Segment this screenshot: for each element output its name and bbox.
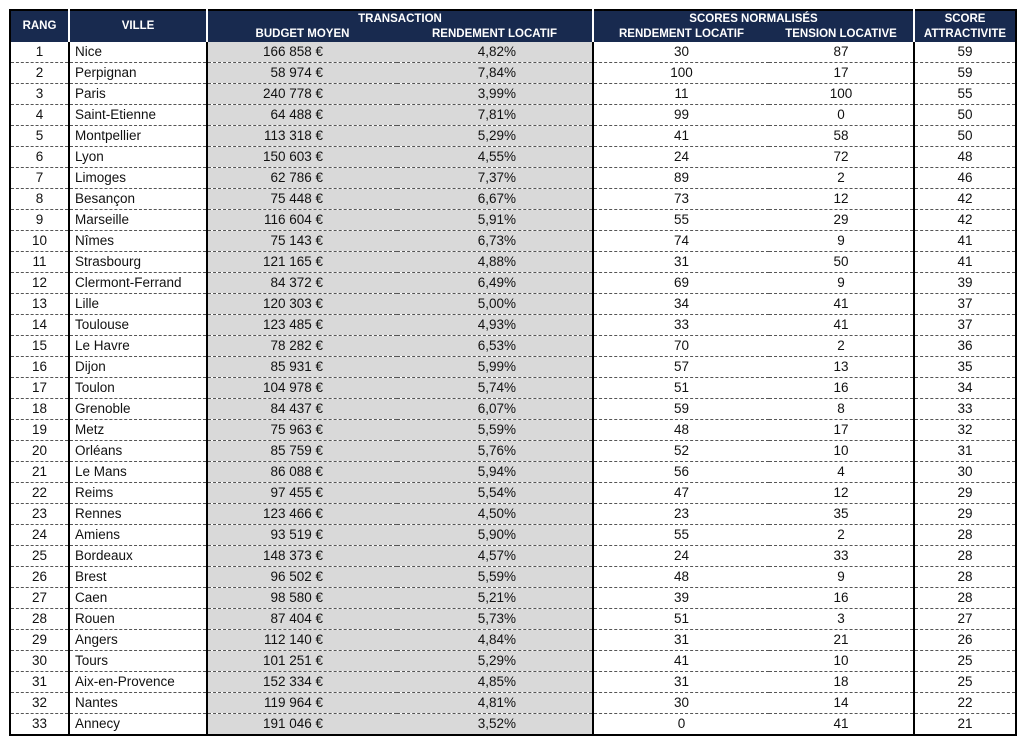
city-cell: Lille: [69, 294, 207, 315]
score-tension-cell: 17: [769, 420, 914, 441]
rendement-cell: 5,21%: [397, 588, 593, 609]
rank-cell: 11: [10, 252, 69, 273]
score-rendement-cell: 89: [593, 168, 769, 189]
rank-cell: 25: [10, 546, 69, 567]
score-rendement-cell: 55: [593, 210, 769, 231]
score-rendement-cell: 99: [593, 105, 769, 126]
table-row: [10, 504, 1016, 525]
score-attractivite-cell: 35: [914, 357, 1016, 378]
rendement-cell: 5,91%: [397, 210, 593, 231]
city-cell: Nîmes: [69, 231, 207, 252]
budget-cell: 148 373 €: [207, 546, 397, 567]
table-row: [10, 378, 1016, 399]
rank-cell: 9: [10, 210, 69, 231]
rank-cell: 28: [10, 609, 69, 630]
city-cell: Lyon: [69, 147, 207, 168]
table-row: [10, 441, 1016, 462]
rendement-cell: 5,73%: [397, 609, 593, 630]
score-tension-cell: 29: [769, 210, 914, 231]
rendement-cell: 6,07%: [397, 399, 593, 420]
budget-cell: 98 580 €: [207, 588, 397, 609]
rendement-cell: 6,73%: [397, 231, 593, 252]
budget-cell: 166 858 €: [207, 42, 397, 63]
table-row: [10, 147, 1016, 168]
rank-cell: 1: [10, 42, 69, 63]
score-attractivite-cell: 22: [914, 693, 1016, 714]
budget-cell: 240 778 €: [207, 84, 397, 105]
score-tension-cell: 14: [769, 693, 914, 714]
table-header: [10, 10, 1016, 42]
rank-cell: 33: [31, 716, 48, 731]
rank-cell: 32: [10, 693, 69, 714]
rendement-cell: 5,54%: [397, 483, 593, 504]
score-attractivite-cell: 25: [914, 651, 1016, 672]
table-row: [10, 189, 1016, 210]
score-tension-cell: 12: [769, 189, 914, 210]
rendement-cell: 4,82%: [397, 42, 593, 63]
city-cell: Brest: [69, 567, 207, 588]
budget-cell: 112 140 €: [207, 630, 397, 651]
header-rang: RANG: [10, 10, 69, 42]
rank-cell: 30: [10, 651, 69, 672]
score-tension-cell: 2: [769, 525, 914, 546]
rank-cell: 21: [10, 462, 69, 483]
score-attractivite-cell: 46: [914, 168, 1016, 189]
header-tension-locative: TENSION LOCATIVE: [769, 28, 914, 42]
rank-cell: 17: [10, 378, 69, 399]
score-attractivite-cell: 33: [914, 399, 1016, 420]
rendement-cell: 4,93%: [397, 315, 593, 336]
budget-cell: 116 604 €: [207, 210, 397, 231]
rank-cell: 12: [10, 273, 69, 294]
city-ranking-table: [9, 9, 1017, 736]
table-row: [10, 399, 1016, 420]
rendement-cell: 7,81%: [397, 105, 593, 126]
city-cell: Strasbourg: [69, 252, 207, 273]
rendement-cell: 7,37%: [397, 168, 593, 189]
budget-cell: 85 931 €: [207, 357, 397, 378]
budget-cell: 96 502 €: [207, 567, 397, 588]
score-attractivite-cell: 29: [914, 504, 1016, 525]
rendement-cell: 5,76%: [397, 441, 593, 462]
budget-cell: 84 372 €: [207, 273, 397, 294]
score-tension-cell: 12: [769, 483, 914, 504]
budget-cell: 119 964 €: [207, 693, 397, 714]
budget-cell: 64 488 €: [207, 105, 397, 126]
score-attractivite-cell: 37: [914, 294, 1016, 315]
header-budget-moyen: BUDGET MOYEN: [207, 28, 397, 42]
score-tension-cell: 4: [769, 462, 914, 483]
score-attractivite-cell: 48: [914, 147, 1016, 168]
score-rendement-cell: 31: [593, 672, 769, 693]
rendement-cell: 5,94%: [397, 462, 593, 483]
budget-cell: 121 165 €: [207, 252, 397, 273]
score-attractivite-cell: 32: [914, 420, 1016, 441]
budget-cell: 113 318 €: [207, 126, 397, 147]
rendement-cell: 4,50%: [397, 504, 593, 525]
score-rendement-cell: 70: [593, 336, 769, 357]
table-row: [10, 126, 1016, 147]
score-rendement-cell: 31: [593, 630, 769, 651]
table-row: [10, 252, 1016, 273]
table-row: [10, 714, 1016, 736]
header-ville: VILLE: [69, 10, 207, 42]
table-row: [10, 42, 1016, 63]
score-attractivite-cell: 41: [914, 252, 1016, 273]
score-attractivite-cell: 41: [914, 231, 1016, 252]
score-tension-cell: 41: [833, 716, 849, 731]
city-cell: Tours: [69, 651, 207, 672]
score-rendement-cell: 30: [593, 42, 769, 63]
score-rendement-cell: 23: [593, 504, 769, 525]
score-attractivite-cell: 55: [914, 84, 1016, 105]
city-cell: Amiens: [69, 525, 207, 546]
score-attractivite-cell: 21: [914, 714, 1016, 736]
table-row: [10, 462, 1016, 483]
table-row: [10, 273, 1016, 294]
score-tension-cell: 16: [769, 588, 914, 609]
header-transaction: TRANSACTION: [207, 10, 593, 28]
rank-cell: 13: [10, 294, 69, 315]
table-row: [10, 588, 1016, 609]
rank-cell: 4: [10, 105, 69, 126]
score-attractivite-cell: 50: [914, 126, 1016, 147]
score-rendement-cell: 73: [593, 189, 769, 210]
table-row: [10, 525, 1016, 546]
score-rendement-cell: 51: [593, 609, 769, 630]
city-cell: Metz: [69, 420, 207, 441]
city-cell: Perpignan: [69, 63, 207, 84]
city-cell: Aix-en-Provence: [69, 672, 207, 693]
budget-cell: 84 437 €: [207, 399, 397, 420]
score-tension-cell: 33: [769, 546, 914, 567]
score-attractivite-cell: 25: [914, 672, 1016, 693]
rendement-cell: 4,55%: [397, 147, 593, 168]
rank-cell: 6: [10, 147, 69, 168]
score-attractivite-cell: 36: [914, 336, 1016, 357]
score-rendement-cell: 69: [593, 273, 769, 294]
city-cell: Reims: [69, 483, 207, 504]
budget-cell: 191 046 €: [207, 714, 397, 736]
rendement-cell: 6,67%: [397, 189, 593, 210]
score-tension-cell: 72: [769, 147, 914, 168]
score-rendement-cell: 24: [593, 546, 769, 567]
rendement-cell: 5,59%: [397, 420, 593, 441]
score-tension-cell: 3: [769, 609, 914, 630]
score-rendement-cell: 51: [593, 378, 769, 399]
score-attractivite-cell: 27: [914, 609, 1016, 630]
score-rendement-cell: 31: [593, 252, 769, 273]
table-row: [10, 420, 1016, 441]
score-rendement-cell: 52: [593, 441, 769, 462]
rank-cell: 3: [10, 84, 69, 105]
score-attractivite-cell: 37: [914, 315, 1016, 336]
budget-cell: 101 251 €: [207, 651, 397, 672]
score-attractivite-cell: 42: [914, 189, 1016, 210]
score-rendement-cell: 100: [593, 63, 769, 84]
table-row: [10, 315, 1016, 336]
table-row: [10, 357, 1016, 378]
rendement-cell: 6,49%: [397, 273, 593, 294]
header-score: SCORE: [914, 10, 1016, 28]
rank-cell: 27: [10, 588, 69, 609]
rendement-cell: 5,74%: [397, 378, 593, 399]
score-attractivite-cell: 39: [914, 273, 1016, 294]
score-attractivite-cell: 28: [914, 546, 1016, 567]
table-row: [10, 336, 1016, 357]
score-rendement-cell: 56: [593, 462, 769, 483]
city-cell: Clermont-Ferrand: [69, 273, 207, 294]
table-body: [10, 42, 1016, 735]
score-rendement-cell: 24: [593, 147, 769, 168]
rendement-cell: 5,99%: [397, 357, 593, 378]
city-cell: Besançon: [69, 189, 207, 210]
rank-cell: 8: [10, 189, 69, 210]
rank-cell: 19: [10, 420, 69, 441]
city-cell: Toulon: [69, 378, 207, 399]
table-row: [10, 84, 1016, 105]
score-rendement-cell: 48: [593, 567, 769, 588]
rank-cell: 2: [10, 63, 69, 84]
score-tension-cell: 87: [769, 42, 914, 63]
city-cell: Rennes: [69, 504, 207, 525]
city-cell: Annecy: [69, 714, 207, 736]
header-rendement-locatif: RENDEMENT LOCATIF: [397, 28, 593, 42]
score-rendement-cell: 33: [593, 315, 769, 336]
score-tension-cell: 16: [769, 378, 914, 399]
score-tension-cell: 8: [769, 399, 914, 420]
table-row: [10, 630, 1016, 651]
score-tension-cell: 0: [769, 105, 914, 126]
city-cell: Dijon: [69, 357, 207, 378]
budget-cell: 150 603 €: [207, 147, 397, 168]
score-tension-cell: 41: [769, 315, 914, 336]
score-tension-cell: 18: [769, 672, 914, 693]
budget-cell: 85 759 €: [207, 441, 397, 462]
score-tension-cell: 50: [769, 252, 914, 273]
table-row: [10, 651, 1016, 672]
score-attractivite-cell: 26: [914, 630, 1016, 651]
score-tension-cell: 9: [769, 231, 914, 252]
budget-cell: 78 282 €: [207, 336, 397, 357]
city-cell: Grenoble: [69, 399, 207, 420]
table-row: [10, 231, 1016, 252]
rendement-cell: 5,29%: [397, 126, 593, 147]
rendement-cell: 5,29%: [397, 651, 593, 672]
rank-cell: 18: [10, 399, 69, 420]
rank-cell: 10: [10, 231, 69, 252]
score-tension-cell: 21: [769, 630, 914, 651]
rank-cell: 7: [10, 168, 69, 189]
score-rendement-cell: 0: [593, 714, 769, 736]
score-tension-cell: 9: [769, 273, 914, 294]
score-tension-cell: 10: [769, 441, 914, 462]
budget-cell: 62 786 €: [207, 168, 397, 189]
rank-cell: 5: [10, 126, 69, 147]
city-cell: Marseille: [69, 210, 207, 231]
score-rendement-cell: 74: [593, 231, 769, 252]
city-cell: Limoges: [69, 168, 207, 189]
score-attractivite-cell: 29: [914, 483, 1016, 504]
table-row: [10, 546, 1016, 567]
rendement-cell: 3,99%: [397, 84, 593, 105]
score-tension-cell: 9: [769, 567, 914, 588]
table-row: [10, 693, 1016, 714]
table-row: [10, 63, 1016, 84]
score-rendement-cell: 57: [593, 357, 769, 378]
score-attractivite-cell: 59: [914, 63, 1016, 84]
score-tension-cell: 17: [769, 63, 914, 84]
city-cell: Montpellier: [69, 126, 207, 147]
table-row: [10, 609, 1016, 630]
score-rendement-cell: 48: [593, 420, 769, 441]
score-attractivite-cell: 42: [914, 210, 1016, 231]
budget-cell: 123 485 €: [207, 315, 397, 336]
budget-cell: 86 088 €: [207, 462, 397, 483]
score-tension-cell: 100: [769, 84, 914, 105]
table-row: [10, 483, 1016, 504]
budget-cell: 58 974 €: [207, 63, 397, 84]
rank-cell: 20: [10, 441, 69, 462]
rank-cell: 23: [10, 504, 69, 525]
rendement-cell: 5,00%: [397, 294, 593, 315]
score-tension-cell: 2: [769, 168, 914, 189]
score-rendement-cell: 47: [593, 483, 769, 504]
rendement-cell: 4,57%: [397, 546, 593, 567]
rendement-cell: 4,85%: [397, 672, 593, 693]
rendement-cell: 4,84%: [397, 630, 593, 651]
score-attractivite-cell: 28: [914, 588, 1016, 609]
budget-cell: 75 963 €: [207, 420, 397, 441]
table-row: [10, 672, 1016, 693]
rendement-cell: 3,52%: [397, 714, 593, 736]
city-cell: Nantes: [69, 693, 207, 714]
score-tension-cell: 35: [769, 504, 914, 525]
budget-cell: 97 455 €: [207, 483, 397, 504]
rank-cell: 31: [10, 672, 69, 693]
city-cell: Nice: [69, 42, 207, 63]
table-row: [10, 105, 1016, 126]
score-rendement-cell: 30: [593, 693, 769, 714]
rendement-cell: 7,84%: [397, 63, 593, 84]
score-tension-cell: 41: [769, 294, 914, 315]
rank-cell: 14: [10, 315, 69, 336]
budget-cell: 75 448 €: [207, 189, 397, 210]
score-tension-cell: 58: [769, 126, 914, 147]
rendement-cell: 5,90%: [397, 525, 593, 546]
budget-cell: 152 334 €: [207, 672, 397, 693]
rendement-cell: 5,59%: [397, 567, 593, 588]
rank-cell: 29: [10, 630, 69, 651]
budget-cell: 93 519 €: [207, 525, 397, 546]
city-cell: Rouen: [69, 609, 207, 630]
header-score-rendement-locatif: RENDEMENT LOCATIF: [593, 28, 769, 42]
score-rendement-cell: 59: [593, 399, 769, 420]
city-cell: Saint-Etienne: [69, 105, 207, 126]
score-attractivite-cell: 31: [914, 441, 1016, 462]
score-rendement-cell: 39: [593, 588, 769, 609]
rendement-cell: 4,88%: [397, 252, 593, 273]
score-rendement-cell: 11: [593, 84, 769, 105]
table-row: [10, 210, 1016, 231]
budget-cell: 104 978 €: [207, 378, 397, 399]
rank-cell: 24: [10, 525, 69, 546]
budget-cell: 120 303 €: [207, 294, 397, 315]
rendement-cell: 6,53%: [397, 336, 593, 357]
table-row: [10, 567, 1016, 588]
city-cell: Toulouse: [69, 315, 207, 336]
city-cell: Caen: [69, 588, 207, 609]
city-cell: Le Mans: [69, 462, 207, 483]
budget-cell: 123 466 €: [207, 504, 397, 525]
rank-cell: 16: [10, 357, 69, 378]
city-cell: Paris: [69, 84, 207, 105]
table-row: [10, 294, 1016, 315]
score-attractivite-cell: 59: [914, 42, 1016, 63]
score-attractivite-cell: 34: [914, 378, 1016, 399]
city-cell: Angers: [69, 630, 207, 651]
score-attractivite-cell: 30: [914, 462, 1016, 483]
header-scores-normalises: SCORES NORMALISÉS: [593, 10, 914, 28]
city-cell: Orléans: [69, 441, 207, 462]
header-attractivite: ATTRACTIVITE: [914, 28, 1016, 42]
city-cell: Le Havre: [69, 336, 207, 357]
score-tension-cell: 2: [769, 336, 914, 357]
table-row: [10, 168, 1016, 189]
score-rendement-cell: 55: [593, 525, 769, 546]
budget-cell: 87 404 €: [207, 609, 397, 630]
rank-cell: 26: [10, 567, 69, 588]
rendement-cell: 4,81%: [397, 693, 593, 714]
score-tension-cell: 10: [769, 651, 914, 672]
budget-cell: 75 143 €: [207, 231, 397, 252]
score-attractivite-cell: 28: [914, 525, 1016, 546]
score-tension-cell: 13: [769, 357, 914, 378]
city-cell: Bordeaux: [69, 546, 207, 567]
score-rendement-cell: 41: [593, 126, 769, 147]
rank-cell: 22: [10, 483, 69, 504]
score-attractivite-cell: 28: [914, 567, 1016, 588]
rank-cell: 15: [10, 336, 69, 357]
score-rendement-cell: 41: [593, 651, 769, 672]
score-attractivite-cell: 50: [914, 105, 1016, 126]
score-rendement-cell: 34: [593, 294, 769, 315]
